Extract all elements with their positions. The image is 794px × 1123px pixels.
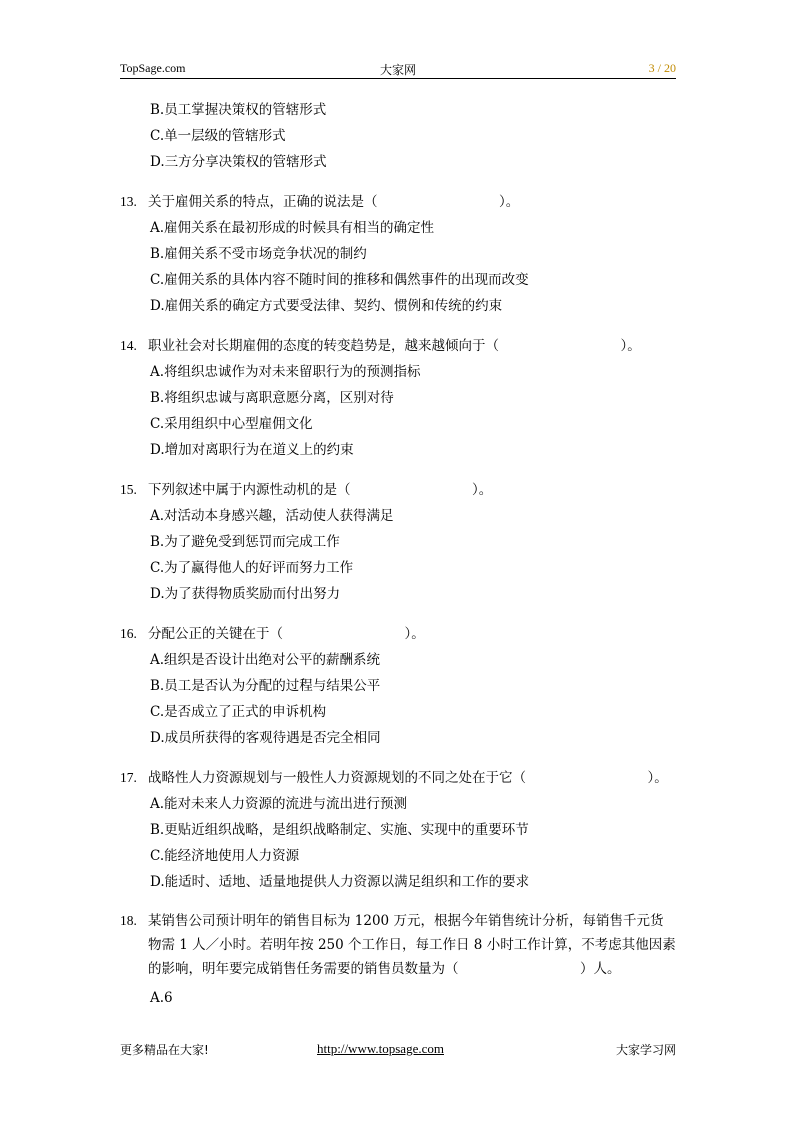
- option-d: D.三方分享决策权的管辖形式: [150, 154, 327, 170]
- question-16: [120, 621, 676, 751]
- option-b: B.为了避免受到惩罚而完成工作: [150, 534, 340, 550]
- option-b: B.更贴近组织战略，是组织战略制定、实施、实现中的重要环节: [150, 822, 529, 838]
- previous-question-options: [120, 97, 676, 175]
- question-stem: 某销售公司预计明年的销售目标为 1200 万元，根据今年销售统计分析，每销售千元货物需 1 人／小时。若明年按 250 个工作日，每工作日 8 小时工作计算，不考虑其他因素的影响，明年要完成销售任务需要的销售员数量为（ ）人。: [148, 913, 676, 977]
- question-number: 15.: [120, 482, 137, 497]
- footer-link[interactable]: http://www.topsage.com: [317, 1041, 444, 1056]
- question-14: [120, 333, 676, 463]
- option-a: A.雇佣关系在最初形成的时候具有相当的确定性: [150, 220, 435, 236]
- page-header: [120, 58, 676, 79]
- option-d: D.能适时、适地、适量地提供人力资源以满足组织和工作的要求: [150, 874, 530, 890]
- question-13: [120, 189, 676, 319]
- question-15: [120, 477, 676, 607]
- footer-slogan: 更多精品在大家!: [120, 1043, 209, 1057]
- option-a: A.能对未来人力资源的流进与流出进行预测: [150, 796, 408, 812]
- page-footer: [120, 1041, 676, 1059]
- question-number: 18.: [120, 913, 137, 928]
- option-c: C.是否成立了正式的申诉机构: [150, 704, 327, 720]
- option-c: C.采用组织中心型雇佣文化: [150, 416, 313, 432]
- option-a: A.对活动本身感兴趣，活动使人获得满足: [150, 508, 394, 524]
- option-a: A.6: [150, 990, 173, 1006]
- document-body: [120, 97, 676, 1011]
- option-c: C.能经济地使用人力资源: [150, 848, 300, 864]
- question-number: 14.: [120, 338, 137, 353]
- footer-site-name: 大家学习网: [615, 1043, 676, 1057]
- header-site: TopSage.com: [120, 61, 186, 75]
- option-b: B.将组织忠诚与离职意愿分离，区别对待: [150, 390, 394, 406]
- option-d: D.雇佣关系的确定方式要受法律、契约、惯例和传统的约束: [150, 298, 503, 314]
- question-stem: 分配公正的关键在于（ ）。: [148, 626, 425, 642]
- question-number: 17.: [120, 770, 137, 785]
- question-number: 13.: [120, 194, 137, 209]
- option-d: D.增加对离职行为在道义上的约束: [150, 442, 354, 458]
- question-number: 16.: [120, 626, 137, 641]
- question-stem: 关于雇佣关系的特点，正确的说法是（ ）。: [148, 194, 520, 210]
- option-c: C.雇佣关系的具体内容不随时间的推移和偶然事件的出现而改变: [150, 272, 529, 288]
- option-b: B.员工是否认为分配的过程与结果公平: [150, 678, 381, 694]
- option-b: B.雇佣关系不受市场竞争状况的制约: [150, 246, 367, 262]
- question-18: [120, 909, 676, 1011]
- question-stem: 战略性人力资源规划与一般性人力资源规划的不同之处在于它（ ）。: [148, 770, 668, 786]
- option-c: C.为了赢得他人的好评而努力工作: [150, 560, 354, 576]
- option-a: A.组织是否设计出绝对公平的薪酬系统: [150, 652, 381, 668]
- question-stem: 职业社会对长期雇佣的态度的转变趋势是，越来越倾向于（ ）。: [148, 338, 641, 354]
- header-title: 大家网: [379, 63, 416, 77]
- question-stem: 下列叙述中属于内源性动机的是（ ）。: [148, 482, 493, 498]
- option-c: C.单一层级的管辖形式: [150, 128, 286, 144]
- option-d: D.为了获得物质奖励而付出努力: [150, 586, 341, 602]
- question-17: [120, 765, 676, 895]
- option-a: A.将组织忠诚作为对未来留职行为的预测指标: [150, 364, 421, 380]
- option-b: B.员工掌握决策权的管辖形式: [150, 102, 327, 118]
- header-page-number: 3 / 20: [648, 61, 676, 75]
- option-d: D.成员所获得的客观待遇是否完全相同: [150, 730, 381, 746]
